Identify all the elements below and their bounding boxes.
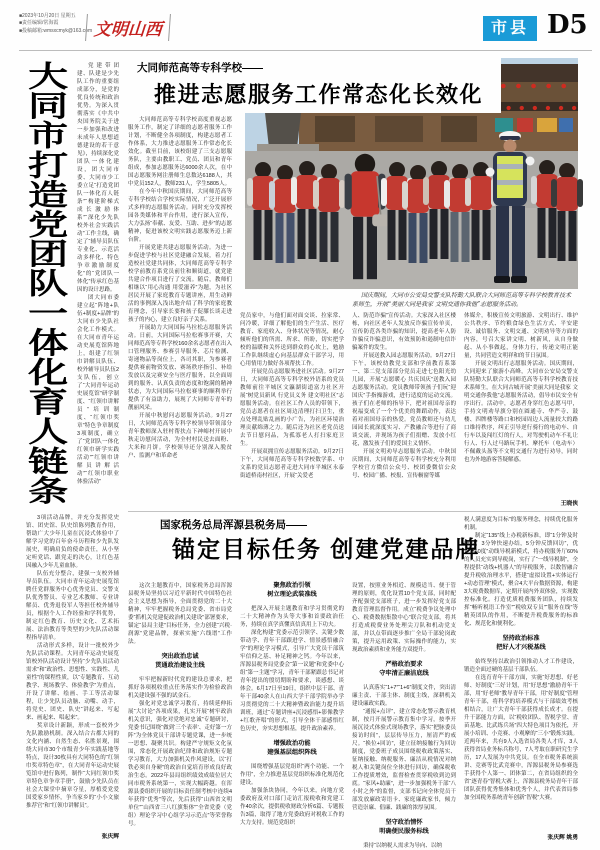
article1-column-2 bbox=[240, 312, 344, 506]
date-line: ■2023年10月20日 星期五 bbox=[19, 13, 76, 19]
body-paragraph: 制定“135”线上办税新标准，即“1分钟及时响应，3分钟快速办结，5分钟反馈回访”，优化“360度”动线导税新模式，将办税服务厅60%的人员充实到导税岗，实行了“一线导税制”，全程提供“动线+机器人”的导税服务，以数智融合提升税收治理水平，搭建“虚拟设置+实体运行+动态管理”模式，聚合4大平台数据资源，构建3大税费数据库，定期开展内外双体验，实现数控标准化。打造优质税费服务团队，持续发挥“畅听税语工作室”“税收双专员”“服务在线”等精英团队的作用，不断提升税费服务的标准化、规范化和便利化。 bbox=[464, 533, 578, 627]
article2-column-2 bbox=[240, 582, 344, 844]
body-paragraph: 开展助力大同国际马拉松志愿服务活动。日前，大同国际马拉松赛事开赛，大同师范高等专科学校160余名志愿者在出入口管理服务、参赛引导服务、芯片检测、寄递物品等岗位上，各司其职，为参赛者提供赛前物资发放、赛场秩序指引、补给发放以及完赛安全与医疗服务，以全面周到的服务、认真负责的态度和饱满的精神状态，为大同国际马拉松赛事的顺利举行提供了有益助力，展现了大同师专青年的靓丽风采。 bbox=[128, 325, 232, 411]
body-paragraph: 开展党建共建志愿服务活动。为进一步促进学校与社区党建融合发展，着力打造校社党建共同体，大同师范高等专科学校学前教育系党员前往和顺街道，就党建共建合作项目进行了交流。随后，教师们相继以“用心沟通 用爱滋养”为题，为社区居民开展了家庭教育专题讲座，用生动鲜活的事例深入浅出地介绍了科学的家庭教育理念，引导家长要和孩子促膝长谈走进孩子的内心，建立良好亲子关系。 bbox=[128, 245, 232, 323]
body-paragraph: 3项活动品牌，并充分发挥党史馆、团史馆、队史馆陈列教育作用，帮助广大少年儿童在沉浸式体验中了解学习党的百年奋斗历程和少先队发展史，明确肩负的使命责任，从小坚定听党话、跟党走的决心，让红色基因融入少年儿童血脉。 bbox=[26, 515, 119, 569]
photo-caption bbox=[352, 292, 578, 309]
body-paragraph: 党建带团建、队建是少先队工作的重要组成部分，是党的优良传统和政治优势。为深入贯彻落实《中共中央国务院关于进一步加强和改进未成年人思想道德建设的若干意见》，持续深化党团队一体化建设，团大同市委、大同市少工委立足“打造党团队一体化育人链条”“构建阶梯式成长激励体系”“深化少先队校外社会实践活动”工作主线，确定了“辅导员队伍专业化、示范活动多样化、特色争章激励制度化”的“党团队一体化”传承红色基因的设计思路。 bbox=[77, 63, 119, 293]
body-paragraph: 围绕增强基层党组织“两个功能、一个作用”，全力推进基层党组织标准化规范化建设。 bbox=[240, 764, 344, 787]
page-number: D5 bbox=[547, 10, 588, 40]
body-paragraph: 开展党员志愿服务进社区活动。9月27日，大同师范高等专科学校外语系的党员教师前往平城区文瀛湖街道富力社区开展“树党员新风 行党员义务 建文明社区”志愿服务活动。在社区工作人员的带领下，党员志愿者在社区周边清理打扫卫生，重点处理乱贴乱画的小广告，为社区环境治理贡献绵薄之力。随后还为社区老党员送去节日慰问品，为孤寡老人打扫家庭卫生。 bbox=[240, 369, 344, 447]
body-paragraph: 税人满意度为目标”的服务理念，持续优化服务机制。 bbox=[464, 517, 578, 531]
article2-column-4 bbox=[464, 516, 578, 830]
article1-kicker: 大同师范高等专科学校—— bbox=[137, 62, 263, 74]
article1-column-1 bbox=[128, 116, 232, 506]
body-paragraph: 开展文明出行志愿服务活动。国庆期间，大同迎来了旅游小高峰，大同市公安局交警支队特勤大队联合大同师范高等专科学校教育技术系师生，在大同古城开展“美丽大同是我家 文明交通你我他”志愿服务活动，倡导市民安全有序出行。活动中，志愿者身穿红色志愿马甲，手持文明劝导旗分别在圆通寺、华严寺、鼓楼、四牌楼等路口和校园周边人流量较大的路口维持秩序，纠正引导逆行骑行的电动车、自行车以及闯红灯的行人，对驾驶机动车不礼让行人、行人过马路玩手机、摩托车（电动车）不佩戴头盔等不文明交通行为进行劝导，同时也为外地游客答疑解惑。 bbox=[464, 361, 578, 463]
body-paragraph: 在选育青年干部方面，实施“好思想、好老师、好制度”三好计划，用“好思想”激励青年干部，用“好老师”教导青年干部，用“好制度”管理青年干部，将科学的培养模式与干部绩效考核相结合，让广大青年干部获得成长成才。在提升干部能力方面，以“税收团队、智税学堂、青苗基地、比武练兵场”四大特色项目为依托，开展小培训、小竞赛、小观摩的“三小”锻炼实践。近两年来，共有9人入选省局各类人才库，3人获得省局业务标兵称号，7人考取在职研究生学历，17人发展为中共党员。在全市税务系统演讲、竞赛等比武竞赛中，浑源县税务局参赛选手获得个人第一、团体第二，在省局组织的全省“逐青春”智税大赛上，浑源县税务局青年干部团队获得优秀集体和优秀个人，并代表省局参加全国税务系统青年创新“智税”大赛。 bbox=[464, 675, 578, 802]
article1-title: 推进志愿服务工作常态化长效化 bbox=[154, 82, 484, 107]
column-subhead: 突出政治忠诚 贯通政治建设主线 bbox=[155, 653, 205, 669]
masthead-logo: 文明山西 bbox=[85, 14, 171, 41]
body-paragraph: 牢牢把握新时代党的建设总要求，把抓好各项税收重点任务落实作为检验政治机关建设强不强的试金石。 bbox=[128, 677, 232, 700]
article1-title-block bbox=[128, 56, 501, 113]
article2-kicker: 国家税务总局浑源县税务局—— bbox=[160, 519, 307, 531]
column-subhead: 坚持政治标准 把好人才兴税基线 bbox=[496, 635, 546, 651]
body-paragraph: 队伍充分整合，建强一支校外辅导员队伍。大同市青年运动史展览馆聘任党群服务中心优秀党员、交警支队优秀警员、专业艺术教师、专业讲解员、优秀退役军人等担任校外辅导员，根据个人工作经验和学科优势，制定红色教育、历史文化、艺术拓展、法治教育等类型的少先队活动课程指导清单。 bbox=[26, 571, 119, 641]
body-paragraph: 设置，按照业务相近、规模适当、便于管理的原则，优化设置10个党支部，同时配齐配强党支部班子，进一步发挥好党支部教育管理监督作用。成立“税费争议处理中心、税费数据集散中心”联合党支部，将其打造成税费业务处理尖刀队和机动党支部，并以点带面逐步推广全局干部轮岗政策，提升运用政策、实际操作的能力，实现政治素质和业务能力双提升。 bbox=[352, 583, 456, 653]
column-subhead: 增强政治功能 建强基层组织阵线 bbox=[267, 740, 317, 756]
section-label: 市县 bbox=[483, 16, 537, 41]
body-paragraph: 开展中秋慰问志愿服务活动。9月27日，大同师范高等专科学校领导带领部分青年教师深入驻村帮扶点下神峪村开展中秋走访慰问活动，为全村村民送去面粉、大米和月饼。学校领导还分别深入脱贫户、监测户和革命老 bbox=[128, 413, 232, 459]
article2-title: 锚定目标任务 创建党建品牌 bbox=[172, 536, 481, 562]
article2-column-1 bbox=[128, 582, 232, 844]
body-paragraph: 开展文明劝导志愿服务活动。中秋国庆期间，大同师范高等专科学校充分利用学校官方微信公众号、校团委微信公众号、校园广播、校报、宣传橱窗等媒 bbox=[352, 449, 456, 479]
body-paragraph: 活动形式多样，设计一批校外少先队活动课程。大同青年运动史展览馆校外队活动设计坚持“少先队员活动需求”和“政治性、思想性、实践性、儿童性”的课程性质，以“专题教育、互动教学、现场教学、体验教学”为重点，开设了讲解、绘画、手工等活动课程，让少先队员动脑、动嘴、动手，将党史、团史、队史“讲起来、写起来、画起来、唱起来”。 bbox=[26, 643, 119, 721]
left-article-headline: 大同市打造党团队一体化育人链条 bbox=[22, 61, 67, 505]
caption-line: 系师生，开展“美丽大同是我家 文明交通你我他”志愿服务活动。 bbox=[352, 300, 523, 308]
body-paragraph: 深化构建“党委示范引领学、关键少数带动学、青年干部跟进学、情景感悟融合学”的理论学习模式，引导广大党员干部筑牢信仰之基、补足精神之钙。今年以来，浑源县税务局党委会“第一议题”和党委中心组“第一主题”学习，青年干部紧跟总书记对青年提出的殷切期盼和要求，谈感想、谈体会。6月17日至19日，组织中层干部、青年干部40余人在山西大学干部学院举办学习贯彻党的二十大精神暨政治能力提升培训班，通过“专题讲座+沉浸感悟+影像教学+红歌齐唱”的形式，引导全体干部感悟红色历史，夯实思想根基，提升政治素养。 bbox=[240, 630, 344, 733]
body-paragraph: 开展双拥宣传志愿服务活动。9月27日下午，大同师范高等专科学校数学系、中文系的党员志愿者走进大同市平城区永泰街道桥南村社区，开展“关爱老 bbox=[240, 449, 344, 479]
body-paragraph: 认真落实“1+7”“1+6”制度文件，突出清廉主责、干部主体、制度主线，深耕机关建设廉政实践。 bbox=[352, 685, 456, 708]
body-paragraph: 人、防范诈骗”宣传活动。大家深入社区楼栋，向社区老年人发放反诈骗宣传单页，宣传防范各类诈骗的知识，提高老年人防诈骗反诈骗意识，有效预防和遏制电信诈骗案件的发生。 bbox=[352, 313, 456, 351]
body-paragraph: 团大同市委建立起“阵地+队伍+制度+品牌”的大同市少先队社会化工作模式。在大同市青年运动史展览馆阵地上，组建了红领巾讲解员队伍、校外辅导员队伍2支队伍，创立了“大同青年运动史展览馆”研学制度、“红领巾讲解员”培训制度、“红领巾奖章”特色争章制度3项制度，确立了“党团队一体化红领巾研学实践活动”“红领巾讲解员讲解活动”“红领巾职业体验活动” bbox=[77, 295, 119, 485]
body-paragraph: 把深入开展主题教育和学习贯彻党的二十大精神作为头等大事和首要政治任务，持续在真学真懂真信真用上下功夫。 bbox=[240, 606, 344, 629]
article1-byline: 王晓侠 bbox=[560, 501, 578, 507]
email-line: ■投稿邮箱:wmsxcmyk@163.com bbox=[19, 27, 93, 34]
column-subhead: 坚守政治情怀 明确便民服务标线 bbox=[379, 819, 429, 835]
body-paragraph: “通报+点评”，建立常态化警示教育机制，按月开展警示教育集中学习，按季开展沉浸式体验式现场教学，落实“把脉委员接访时间”，层层传导压力，厘清严的戒尺。“换位+回访”，建立征纳接触行为回访制度，党委班子成员围绕税收政策落实、征纳接触、纳税服务、廉洁从税情况对纳税人和关键岗位全体进行回访，确保税收工作提质增效，监督检查贯穿税收到边到底。“家风+助廉”，进一步加强税务干部“八小时之外”的监督，支部书记向全体党员干部发放廉政寄语卡、家庭廉政家书，倾力营造崇廉、倡廉、践廉的浓厚氛围。 bbox=[352, 709, 456, 812]
header-rule bbox=[19, 50, 592, 51]
article1-column-3 bbox=[352, 312, 456, 506]
body-paragraph: 大同师范高等专科学校高度重视志愿服务工作，制定了详细的志愿者服务工作计划，不断健全各项制度，构建志愿者工作体系，大力推进志愿服务工作常态化长效化。截至目前，该校组建了三支志愿服务队，主要由教职工、党员、团员和青年组成，参加志愿服务达6000余人次，在中国志愿服务网注册师生总数达6188人，其中党员152人，教师231人，学生5805人。 bbox=[128, 117, 232, 187]
issue-meta bbox=[19, 13, 92, 35]
left-article-bottom-column bbox=[26, 514, 119, 828]
body-paragraph: 这次主题教育中，国家税务总局浑源县税务局坚持以习近平新时代中国特色社会主义思想为指导，全面贯彻党的二十大精神，牢牢把握税务总局党委、省市局党委“抓机关党建促政治机关建设”部署要求，锚定“县局主建”目标任务，全力创建“兴税·润源”党建品牌，探索实施“六线谱”工作法。 bbox=[128, 583, 232, 645]
left-article-top-column bbox=[77, 62, 119, 508]
article2-byline: 张庆辉 姚勇 bbox=[547, 835, 578, 841]
column-subhead: 严格政治要求 守牢清正廉洁底线 bbox=[379, 661, 429, 677]
body-paragraph: 加强条块协同，今年以来，向地方党委政府及对口部门走访汇报税收和党建工作40余次，提供税收财政分析6篇、专题报告3篇，取得了地方党委政府对税收工作的大力支持。规范党组织 bbox=[240, 788, 344, 827]
article2-column-3 bbox=[352, 582, 456, 850]
column-subhead: 聚焦政治引领 树立理论武装准线 bbox=[267, 582, 317, 598]
body-paragraph: 党员家中，与他们面对面交谈、拉家常、问冷暖，详细了解他们的生产生活、医疗教育、家庭收入、身体状况等情况，耐心倾听他们的所需、所求、所盼，切实把学校的温暖和关怀送到群众的心坎上，勉励工作队继续虚心向基层群众干部学习，用心用情用力做好各项帮扶工作。 bbox=[240, 313, 344, 367]
body-paragraph: 在今年中秋国庆期间，大同师范高等专科学校结合学校实际情况，广泛开展形式多样的志愿服务活动。同时充分发挥校园各类媒体和平台作用，进行深入宣传，大力弘扬“奉献、友爱、互助、进步”的志愿精神，促进该校文明实践志愿服务迈上新台阶。 bbox=[128, 189, 232, 243]
body-paragraph: 始终坚持以政治引领推动人才工作建设，锻造全面过硬的基层干部队伍。 bbox=[464, 659, 578, 674]
caption-line: 国庆期间，大同市公安局交警支队特勤大队联合大同师范高等专科学校教育技术 bbox=[361, 292, 572, 299]
body-paragraph: 开展送教入园志愿服务活动。9月27日下午，该校幼教党支部和学前教育系第一、第二党支部部分党员走进七色阳光幼儿园，开展“志愿暖心 共庆国庆”送教入园志愿服务活动。党员教师带领孩子们玩“迎国庆”手指操游戏，进行适度的运动交流。孩子们在老师的指导下，把对祖国母亲的祝福变成了一个个优美的舞蹈动作，表达着对祖国母亲的热爱。党员教师还与幼儿园园长就深度实习、产教融合等进行了商谈交流，并现场为孩子们捐赠、发放小红花，激发孩子们的爱国主义情怀。 bbox=[352, 353, 456, 447]
body-paragraph: 奖章设计新颖，形成一套校外少先队激励机制。深入结合古都大同的文化内涵、自然生态、名胜景观，围绕大同市30个市级青少年实践基地等特点，设计30枚具有大同特色的“红领巾奖章特色章”，在大同青年运动史展览馆中进行陈列，制作“大同红领巾奖章特色章争章手册”，鼓励少先队员在社会大课堂中摘章夺星，厚植爱党爱国爱家乡情怀，争当家乡的“小小文旅推荐官”和“红领巾讲解员”。 bbox=[26, 723, 119, 809]
article1-column-4 bbox=[464, 312, 578, 496]
article-divider-rule bbox=[128, 511, 578, 512]
body-paragraph: 体媒介，积极宣传文明旅游、文明出行、维护公共秩序、节约粮食绿色生活方式、平安建设、诚信服务、文明交通、文明劝导等方面的内容，号召大家讲文明、树新风，从自身做起、从小事做起，身体力行，传递文明正能量，共同营造文明祥和的节日氛围。 bbox=[464, 313, 578, 359]
body-paragraph: 秉持“以纳税人需求为导向、以纳 bbox=[363, 843, 442, 850]
left-article-byline: 张庆辉 bbox=[101, 834, 119, 840]
body-paragraph: 强化对党忠诚学习教育，持续延伸拓展“大讨论”各项成果，扎实开展“树牢政治机关意识，强化对党绝对忠诚”专题研讨，党委书记围绕“做到‘三个表率’、走好第一方阵”为全体党员干部讲专题党课，进一步统一思想、凝聚共识。构建严守规矩文化氛围，常态化开展政治纪律和政治规矩专题学习教育，大力加强机关作风建设，以“打铁必须自身硬”的政治自觉培育形成良好政治生态。2022年县局组织绩效成绩位居大同市税务系统第一，实现大幅跨越。在浑源县委组织开展的目标责任制考核中连续4年获得“优秀”等次，先后获得“山西省文明单位”“山西省三八红旗集体”“全省党委（党组）理论学习中心组学习示范点”等荣誉称号。 bbox=[128, 701, 232, 828]
editor-line: ■责任编辑/常海霞 bbox=[19, 20, 59, 27]
